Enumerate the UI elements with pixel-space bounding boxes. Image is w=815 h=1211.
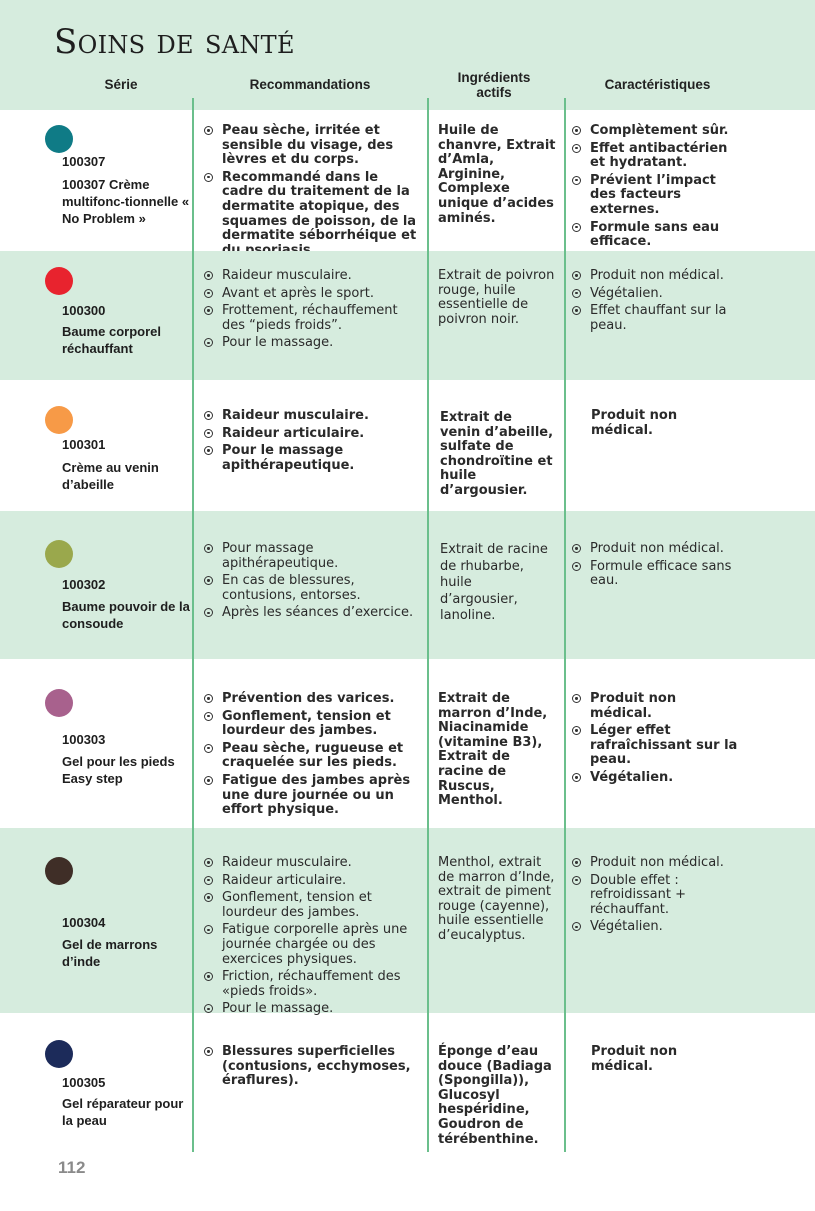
series-color-dot: [45, 267, 73, 295]
series-color-dot: [45, 540, 73, 568]
bullet-icon: [204, 1004, 213, 1013]
list-item: Blessures superficielles (contusions, ecchymoses, éraflures).: [204, 1045, 418, 1089]
list-item: Pour massage apithérapeutique.: [204, 542, 418, 571]
recommendations-list: [204, 1045, 418, 1092]
table-row: [0, 659, 815, 828]
features-list: [572, 124, 742, 253]
ingredients-text: Menthol, extrait de marron d’Inde, extrait de piment rouge (cayenne), huile essentielle d’eucalyptus.: [438, 855, 555, 943]
list-item: Végétalien.: [572, 287, 742, 302]
bullet-icon: [572, 922, 581, 931]
list-item: Produit non médical.: [572, 542, 742, 557]
bullet-icon: [204, 744, 213, 753]
column-header-recommandations: Recommandations: [249, 77, 371, 92]
product-code: 100304: [62, 915, 106, 930]
product-name: Gel de marrons d’inde: [62, 937, 158, 969]
table-row: [0, 251, 815, 380]
list-item: Pour le massage.: [204, 1002, 418, 1017]
list-item: Pour le massage.: [204, 336, 418, 351]
column-divider: [427, 98, 429, 1152]
list-item: Complètement sûr.: [572, 124, 742, 139]
list-item: Raideur articulaire.: [204, 427, 418, 442]
product-code: 100301: [62, 437, 106, 452]
list-item: Raideur musculaire.: [204, 269, 418, 284]
bullet-icon: [204, 893, 213, 902]
bullet-icon: [204, 972, 213, 981]
ingredients-text: Extrait de racine de rhubarbe, huile d’argousier, lanoline.: [440, 542, 548, 624]
table-row: [0, 828, 815, 1017]
bullet-icon: [204, 608, 213, 617]
product-code: 100300: [62, 303, 106, 318]
list-item: Formule sans eau efficace.: [572, 221, 742, 250]
bullet-icon: [204, 876, 213, 885]
features-list: [572, 542, 742, 592]
list-item: Raideur musculaire.: [204, 856, 418, 871]
product-name: 100307 Crème multifonc-tionnelle « No Problem »: [62, 177, 190, 226]
recommendations-list: [204, 269, 418, 354]
bullet-icon: [572, 176, 581, 185]
list-item: Raideur musculaire.: [204, 409, 418, 424]
bullet-icon: [204, 858, 213, 867]
features-text: Produit non médical.: [591, 1044, 678, 1074]
series-color-dot: [45, 125, 73, 153]
bullet-icon: [572, 773, 581, 782]
list-item: Raideur articulaire.: [204, 874, 418, 889]
recommendations-list: [204, 692, 418, 821]
bullet-icon: [204, 446, 213, 455]
list-item: Peau sèche, irritée et sensible du visage, des lèvres et du corps.: [204, 124, 418, 168]
bullet-icon: [204, 1047, 213, 1056]
bullet-icon: [204, 126, 213, 135]
list-item: Fatigue des jambes après une dure journée ou un effort physique.: [204, 774, 418, 818]
product-code: 100303: [62, 732, 106, 747]
list-item: Gonflement, tension et lourdeur des jambes.: [204, 710, 418, 739]
list-item: Recommandé dans le cadre du traitement de la dermatite atopique, des squames de poisson, de la dermatite séborrhéique et: [204, 171, 418, 259]
features-text: Produit non médical.: [591, 408, 678, 438]
list-item: Friction, réchauffement des «pieds froids».: [204, 970, 418, 999]
series-color-dot: [45, 857, 73, 885]
bullet-icon: [572, 726, 581, 735]
bullet-icon: [204, 173, 213, 182]
table-row: [0, 1013, 815, 1153]
list-item: Effet antibactérien et hydratant.: [572, 142, 742, 171]
series-color-dot: [45, 406, 73, 434]
ingredients-text: Extrait de marron d’Inde, Niacinamide (vitamine B3), Extrait de racine de Ruscus, Menthol.: [438, 691, 548, 809]
bullet-icon: [572, 144, 581, 153]
bullet-icon: [572, 544, 581, 553]
recommendations-list: [204, 542, 418, 624]
list-item: Prévient l’impact des facteurs externes.: [572, 174, 742, 218]
bullet-icon: [204, 306, 213, 315]
list-item: Végétalien.: [572, 771, 742, 786]
bullet-icon: [204, 429, 213, 438]
list-item: Peau sèche, rugueuse et craquelée sur les pieds.: [204, 742, 418, 771]
bullet-icon: [572, 289, 581, 298]
bullet-icon: [572, 694, 581, 703]
list-item: En cas de blessures, contusions, entorses.: [204, 574, 418, 603]
page-title: Soins de santé: [54, 22, 295, 62]
bullet-icon: [572, 223, 581, 232]
column-header-caracteristiques: Caractéristiques: [604, 77, 711, 92]
list-item: Pour le massage apithérapeutique.: [204, 444, 418, 473]
bullet-icon: [572, 562, 581, 571]
bullet-icon: [204, 338, 213, 347]
features-list: [572, 856, 742, 938]
product-code: 100302: [62, 577, 106, 592]
product-name: Crème au venin d’abeille: [62, 460, 159, 492]
list-item: Léger effet rafraîchissant sur la peau.: [572, 724, 742, 768]
product-name: Baume pouvoir de la consoude: [62, 599, 190, 631]
list-item: Produit non médical.: [572, 269, 742, 284]
list-item: Frottement, réchauffement des “pieds froids”.: [204, 304, 418, 333]
bullet-icon: [204, 694, 213, 703]
list-item: Prévention des varices.: [204, 692, 418, 707]
product-name: Gel pour les pieds Easy step: [62, 754, 175, 786]
bullet-icon: [204, 544, 213, 553]
bullet-icon: [204, 411, 213, 420]
bullet-icon: [572, 306, 581, 315]
product-name: Gel réparateur pour la peau: [62, 1096, 184, 1128]
series-color-dot: [45, 1040, 73, 1068]
table-row: [0, 110, 815, 251]
ingredients-text: Huile de chanvre, Extrait d’Amla, Arginine, Complexe unique d’acides aminés.: [438, 123, 556, 226]
column-divider: [564, 98, 566, 1152]
bullet-icon: [204, 576, 213, 585]
recommendations-list: [204, 409, 418, 476]
list-item: Gonflement, tension et lourdeur des jambes.: [204, 891, 418, 920]
features-list: [572, 692, 742, 789]
bullet-icon: [204, 289, 213, 298]
table-row: [0, 511, 815, 659]
column-divider: [192, 98, 194, 1152]
list-item: Produit non médical.: [572, 856, 742, 871]
bullet-icon: [204, 271, 213, 280]
series-color-dot: [45, 689, 73, 717]
column-header-ingredients: Ingrédients actifs: [457, 70, 531, 100]
list-item: Avant et après le sport.: [204, 287, 418, 302]
table-row: [0, 380, 815, 511]
bullet-icon: [572, 126, 581, 135]
product-code: 100307: [62, 154, 106, 169]
ingredients-text: Extrait de poivron rouge, huile essentielle de poivron noir.: [438, 268, 555, 327]
features-list: [572, 269, 742, 336]
bullet-icon: [204, 925, 213, 934]
bullet-icon: [572, 271, 581, 280]
list-item: Végétalien.: [572, 920, 742, 935]
recommendations-list: [204, 856, 418, 1020]
list-item: Double effet : refroidissant + réchauffant.: [572, 874, 742, 918]
bullet-icon: [572, 876, 581, 885]
product-name: Baume corporel réchauffant: [62, 324, 161, 356]
list-item: Produit non médical.: [572, 692, 742, 721]
bullet-icon: [204, 776, 213, 785]
column-header-serie: Série: [104, 77, 138, 92]
bullet-icon: [204, 712, 213, 721]
page-number: 112: [58, 1158, 86, 1177]
list-item: Après les séances d’exercice.: [204, 606, 418, 621]
ingredients-text: Extrait de venin d’abeille, sulfate de chondroïtine et huile d’argousier.: [440, 410, 554, 498]
list-item: Fatigue corporelle après une journée chargée ou des exercices physiques.: [204, 923, 418, 967]
list-item: Effet chauffant sur la peau.: [572, 304, 742, 333]
list-item: Formule efficace sans eau.: [572, 560, 742, 589]
product-code: 100305: [62, 1075, 106, 1090]
ingredients-text: Éponge d’eau douce (Badiaga (Spongilla)), Glucosyl hespéridine, Goudron de térébenthine.: [438, 1044, 552, 1147]
bullet-icon: [572, 858, 581, 867]
recommendations-list: [204, 124, 418, 261]
